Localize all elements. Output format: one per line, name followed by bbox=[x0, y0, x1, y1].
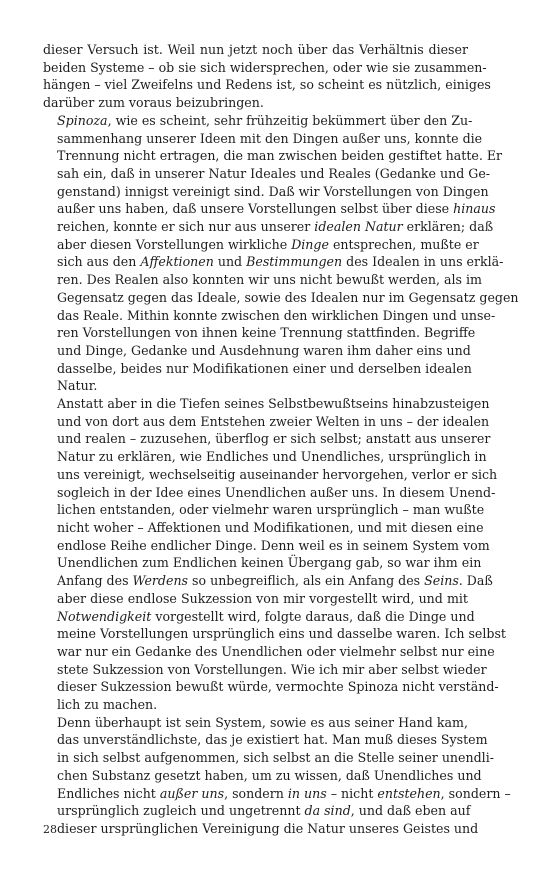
text-run: ursprünglich zugleich und ungetrennt bbox=[57, 803, 305, 819]
text-line bbox=[43, 430, 491, 448]
text-run: Natur. bbox=[57, 378, 98, 394]
text-run: darüber zum voraus beizubringen. bbox=[43, 95, 264, 111]
paragraph bbox=[43, 41, 491, 112]
text-run: aber diesen Vorstellungen wirkliche bbox=[57, 236, 292, 252]
text-run: aber diese endlose Sukzession von mir vorgestellt wird, und mit bbox=[57, 590, 468, 606]
text-run: beiden Systeme – ob sie sich widersprechen, oder wie sie zusammen- bbox=[43, 59, 487, 75]
text-run: sogleich in der Idee eines Unendlichen außer uns. In diesem Unend- bbox=[57, 484, 496, 500]
emphasis-text: in uns bbox=[287, 785, 327, 801]
text-run: ren. Des Realen also konnten wir uns nicht bewußt werden, als im bbox=[57, 272, 482, 288]
text-line bbox=[43, 572, 493, 590]
emphasis-text: Seins bbox=[424, 573, 459, 589]
text-run: entsprechen, mußte er bbox=[328, 236, 479, 252]
text-line bbox=[43, 200, 496, 218]
text-run: und bbox=[213, 254, 247, 270]
text-run: , sondern – bbox=[440, 785, 511, 801]
text-run: nicht woher – Affektionen und Modifikationen, und mit diesen eine bbox=[57, 519, 484, 535]
text-run: genstand) innigst vereinigt sind. Daß wir Vorstellungen von Dingen bbox=[57, 183, 489, 199]
text-run: Trennung nicht ertragen, die man zwischen beiden gestiftet hatte. Er bbox=[57, 148, 503, 164]
text-run: das unverständlichste, das je existiert hat. Man muß dieses System bbox=[57, 732, 488, 748]
text-line bbox=[43, 714, 468, 732]
text-line bbox=[43, 501, 485, 519]
emphasis-text: Affektionen bbox=[140, 254, 214, 270]
text-run: – nicht bbox=[326, 785, 378, 801]
text-line bbox=[43, 466, 498, 484]
text-run: reichen, konnte er sich nur aus unserer bbox=[57, 219, 315, 235]
text-run: stete Sukzession von Vorstellungen. Wie ich mir aber selbst wieder bbox=[57, 661, 487, 677]
text-line bbox=[43, 94, 468, 112]
emphasis-text: Bestimmungen bbox=[246, 254, 343, 270]
text-run: hängen – viel Zweifelns und Redens ist, so scheint es nützlich, einiges bbox=[43, 77, 491, 93]
text-line bbox=[43, 324, 476, 342]
text-run: ren Vorstellungen von ihnen keine Trennung stattfinden. Begriffe bbox=[57, 325, 476, 341]
text-run: sammenhang unserer Ideen mit den Dingen außer uns, konnte die bbox=[57, 130, 483, 146]
text-run: chen Substanz gesetzt haben, um zu wissen, daß Unendliches und bbox=[57, 767, 482, 783]
text-line bbox=[43, 130, 483, 148]
text-line bbox=[43, 253, 504, 271]
page-number: 28 bbox=[43, 823, 57, 836]
text-line bbox=[43, 218, 494, 236]
text-run: endlose Reihe endlicher Dinge. Denn weil es in seinem System vom bbox=[57, 537, 490, 553]
text-line bbox=[43, 749, 494, 767]
text-line bbox=[43, 661, 487, 679]
text-line bbox=[43, 41, 468, 59]
text-line bbox=[43, 802, 471, 820]
text-run: war nur ein Gedanke des Unendlichen oder vielmehr selbst nur eine bbox=[57, 643, 495, 659]
text-line bbox=[43, 183, 489, 201]
text-line bbox=[43, 307, 496, 325]
text-line bbox=[43, 767, 482, 785]
paragraph bbox=[43, 714, 511, 838]
text-line bbox=[43, 360, 472, 378]
emphasis-text: entstehen bbox=[377, 785, 441, 801]
text-run: Natur zu erklären, wie Endliches und Unendliches, ursprünglich in bbox=[57, 449, 487, 465]
text-run: das Reale. Mithin konnte zwischen den wirklichen Dingen und unse- bbox=[57, 307, 496, 323]
text-run: , sondern bbox=[224, 785, 288, 801]
emphasis-text: da sind bbox=[304, 803, 351, 819]
text-line bbox=[43, 625, 506, 643]
emphasis-text: idealen Natur bbox=[314, 219, 403, 235]
text-run: lich zu machen. bbox=[57, 697, 158, 713]
emphasis-text: Notwendigkeit bbox=[57, 608, 152, 624]
text-line bbox=[43, 820, 479, 838]
text-line bbox=[43, 484, 496, 502]
text-line bbox=[43, 643, 495, 661]
text-line bbox=[43, 395, 490, 413]
text-run: dieser Sukzession bewußt würde, vermochte Spinoza nicht verständ- bbox=[57, 679, 499, 695]
text-run: Endliches nicht bbox=[57, 785, 160, 801]
text-run: dieser Versuch ist. Weil nun jetzt noch über das Verhältnis dieser bbox=[43, 42, 468, 57]
emphasis-text: außer uns bbox=[159, 785, 225, 801]
text-line bbox=[43, 147, 503, 165]
emphasis-text: hinaus bbox=[453, 201, 496, 217]
text-line bbox=[43, 76, 491, 94]
text-run: dieser ursprünglichen Vereinigung die Natur unseres Geistes und bbox=[57, 820, 479, 836]
text-line bbox=[43, 554, 482, 572]
text-run: Anfang des bbox=[57, 573, 133, 589]
emphasis-text: Spinoza bbox=[57, 112, 108, 128]
text-run: und realen – zuzusehen, überflog er sich selbst; anstatt aus unserer bbox=[57, 431, 491, 447]
text-run: Unendlichen zum Endlichen keinen Übergang gab, so war ihm ein bbox=[57, 555, 482, 571]
text-line bbox=[43, 590, 468, 608]
text-line bbox=[43, 608, 475, 626]
text-line bbox=[43, 112, 473, 130]
text-run: . Daß bbox=[458, 573, 493, 589]
text-line bbox=[43, 271, 482, 289]
text-line bbox=[43, 678, 499, 696]
text-line bbox=[43, 342, 471, 360]
text-run: sah ein, daß in unserer Natur Ideales und Reales (Gedanke und Ge- bbox=[57, 165, 491, 181]
text-run: erklären; daß bbox=[402, 219, 494, 235]
text-run: vorgestellt wird, folgte daraus, daß die Dinge und bbox=[151, 608, 475, 624]
text-run: uns vereinigt, wechselseitig auseinander hervorgehen, verlor er sich bbox=[57, 466, 498, 482]
text-run: des Idealen in uns erklä- bbox=[342, 254, 504, 270]
page-body bbox=[43, 41, 519, 838]
text-line bbox=[43, 413, 490, 431]
text-run: außer uns haben, daß unsere Vorstellungen selbst über diese bbox=[57, 201, 454, 217]
text-run: lichen entstanden, oder vielmehr waren ursprünglich – man wußte bbox=[57, 502, 485, 518]
text-line bbox=[43, 289, 519, 307]
text-run: Anstatt aber in die Tiefen seines Selbstbewußtseins hinabzusteigen bbox=[57, 396, 490, 412]
text-run: und von dort aus dem Entstehen zweier Welten in uns – der idealen bbox=[57, 413, 490, 429]
paragraph bbox=[43, 112, 519, 395]
text-run: dasselbe, beides nur Modifikationen einer und derselben idealen bbox=[57, 360, 472, 376]
text-line bbox=[43, 731, 488, 749]
text-run: so unbegreiflich, als ein Anfang des bbox=[188, 573, 425, 589]
text-line bbox=[43, 165, 491, 183]
text-line bbox=[43, 377, 468, 395]
text-line bbox=[43, 59, 487, 77]
text-run: meine Vorstellungen ursprünglich eins und dasselbe waren. Ich selbst bbox=[57, 626, 506, 642]
text-line bbox=[43, 519, 484, 537]
text-run: Gegensatz gegen das Ideale, sowie des Idealen nur im Gegensatz gegen bbox=[57, 289, 519, 305]
text-run: sich aus den bbox=[57, 254, 141, 270]
text-line bbox=[43, 696, 468, 714]
emphasis-text: Werdens bbox=[132, 573, 189, 589]
text-run: , und daß eben auf bbox=[350, 803, 471, 819]
text-run: , wie es scheint, sehr frühzeitig bekümmert über den Zu- bbox=[107, 112, 473, 128]
text-line bbox=[43, 236, 479, 254]
text-run: und Dinge, Gedanke und Ausdehnung waren ihm daher eins und bbox=[57, 342, 471, 358]
text-line bbox=[43, 537, 490, 555]
emphasis-text: Dinge bbox=[291, 236, 329, 252]
text-run: in sich selbst aufgenommen, sich selbst an die Stelle seiner unendli- bbox=[57, 750, 494, 766]
text-line bbox=[43, 448, 487, 466]
paragraph bbox=[43, 395, 506, 714]
text-line bbox=[43, 785, 511, 803]
text-run: Denn überhaupt ist sein System, sowie es aus seiner Hand kam, bbox=[57, 714, 468, 730]
